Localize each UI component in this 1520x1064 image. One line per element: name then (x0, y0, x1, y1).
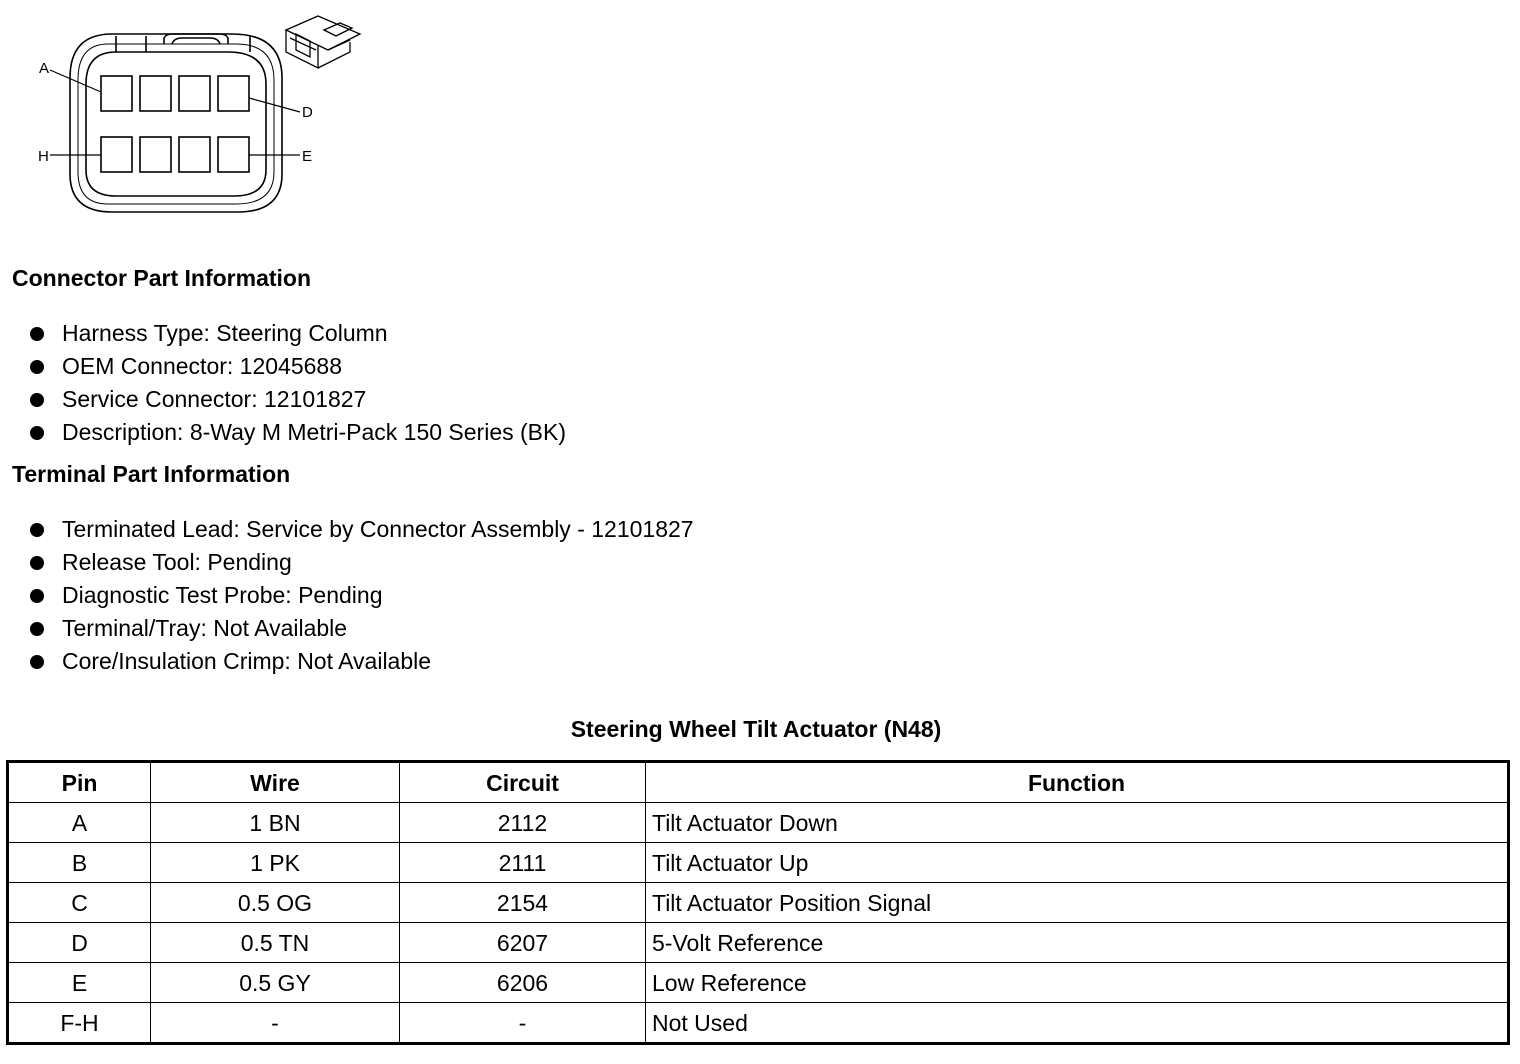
bullet-icon (30, 589, 44, 603)
leader-lines (50, 70, 300, 155)
cell-circuit: 2111 (400, 843, 646, 883)
bullet-icon (30, 360, 44, 374)
cavity-d (218, 76, 249, 111)
pin-label-e: E (302, 148, 313, 165)
cell-wire: 0.5 GY (151, 963, 400, 1003)
cell-wire: 0.5 OG (151, 883, 400, 923)
list-item (28, 612, 694, 645)
list-item-text: Release Tool: Pending (62, 549, 292, 575)
list-item (28, 645, 694, 678)
cell-function: Low Reference (646, 963, 1509, 1003)
cell-pin: C (8, 883, 151, 923)
cell-function: Tilt Actuator Up (646, 843, 1509, 883)
cell-function: Not Used (646, 1003, 1509, 1044)
list-item (28, 513, 694, 546)
terminal-part-info-list (28, 513, 694, 678)
list-item-text: Core/Insulation Crimp: Not Available (62, 648, 432, 674)
list-item-text: Diagnostic Test Probe: Pending (62, 582, 383, 608)
connector-cavities (101, 76, 249, 172)
cavity-b (140, 76, 171, 111)
bullet-icon (30, 327, 44, 341)
connector-thumbnail-icon (286, 16, 360, 68)
pin-label-h: H (38, 148, 49, 165)
cell-function: 5-Volt Reference (646, 923, 1509, 963)
cell-pin: F-H (8, 1003, 151, 1044)
header-pin: Pin (8, 762, 151, 803)
terminal-part-info-heading: Terminal Part Information (12, 461, 291, 487)
cell-pin: E (8, 963, 151, 1003)
cell-circuit: 6207 (400, 923, 646, 963)
connector-housing (70, 34, 282, 212)
table-row (8, 963, 1509, 1003)
cell-wire: 0.5 TN (151, 923, 400, 963)
table-title: Steering Wheel Tilt Actuator (N48) (570, 716, 942, 742)
table-row (8, 803, 1509, 843)
bullet-icon (30, 622, 44, 636)
cell-pin: B (8, 843, 151, 883)
cell-function: Tilt Actuator Down (646, 803, 1509, 843)
bullet-icon (30, 426, 44, 440)
header-circuit: Circuit (400, 762, 646, 803)
cell-pin: D (8, 923, 151, 963)
pin-label-d: D (302, 104, 313, 121)
cell-circuit: - (400, 1003, 646, 1044)
header-function: Function (646, 762, 1509, 803)
list-item-text: Harness Type: Steering Column (62, 320, 388, 346)
cell-wire: - (151, 1003, 400, 1044)
list-item (28, 579, 694, 612)
cell-pin: A (8, 803, 151, 843)
table-header-row (8, 762, 1509, 803)
list-item-text: Service Connector: 12101827 (62, 386, 367, 412)
bullet-icon (30, 393, 44, 407)
list-item-text: Description: 8-Way M Metri-Pack 150 Series (BK) (62, 419, 567, 445)
cell-circuit: 2112 (400, 803, 646, 843)
list-item-text: Terminated Lead: Service by Connector Assembly - 12101827 (62, 516, 694, 542)
cell-function: Tilt Actuator Position Signal (646, 883, 1509, 923)
connector-part-info-heading: Connector Part Information (12, 265, 312, 291)
list-item (28, 546, 694, 579)
table-row (8, 1003, 1509, 1044)
cell-circuit: 6206 (400, 963, 646, 1003)
connector-face-diagram (0, 0, 380, 225)
connector-part-info-list (28, 317, 566, 449)
table-row (8, 883, 1509, 923)
table-row (8, 843, 1509, 883)
list-item-text: Terminal/Tray: Not Available (62, 615, 348, 641)
cavity-f (179, 137, 210, 172)
cell-wire: 1 BN (151, 803, 400, 843)
list-item (28, 317, 566, 350)
bullet-icon (30, 655, 44, 669)
table-row (8, 923, 1509, 963)
pinout-table (6, 760, 1510, 1045)
list-item (28, 350, 566, 383)
bullet-icon (30, 556, 44, 570)
cavity-h (101, 137, 132, 172)
bullet-icon (30, 523, 44, 537)
pin-label-a: A (39, 60, 50, 77)
cavity-a (101, 76, 132, 111)
list-item (28, 383, 566, 416)
header-wire: Wire (151, 762, 400, 803)
cavity-e (218, 137, 249, 172)
cell-wire: 1 PK (151, 843, 400, 883)
cavity-c (179, 76, 210, 111)
list-item-text: OEM Connector: 12045688 (62, 353, 343, 379)
cell-circuit: 2154 (400, 883, 646, 923)
cavity-g (140, 137, 171, 172)
list-item (28, 416, 566, 449)
